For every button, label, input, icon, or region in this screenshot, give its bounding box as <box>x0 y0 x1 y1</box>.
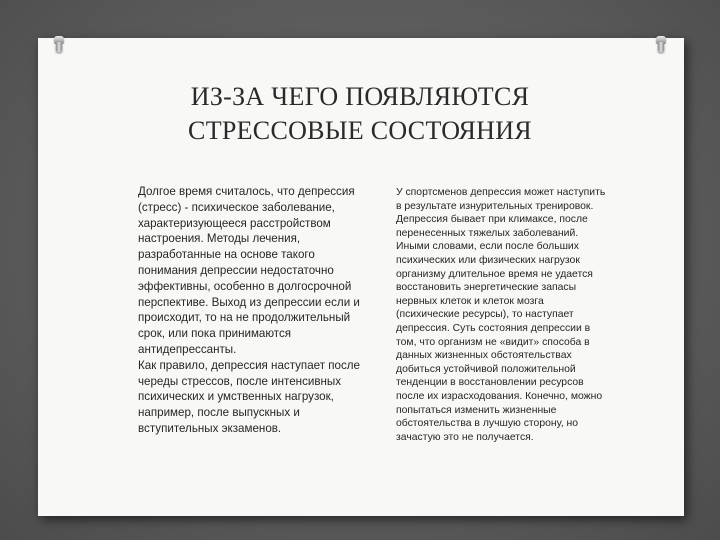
left-text-column <box>138 184 360 437</box>
right-text-column <box>396 186 610 444</box>
right-paragraph: У спортсменов депрессия может наступить в результате изнурительных тренировок. Депрессия бывает при климаксе, после перенесенных тяжелых заболеваний. Иными словами, если после больших психических или физических нагрузок организму длительное время не удается восстановить энергетические запасы нервных клеток и клеток мозга (психические ресурсы), то наступает депрессия. Суть состояния депрессии в том, что организм не «видит» способа в данных жизненных обстоятельствах добиться устойчивой положительной тенденции в восстановлении ресурсов после их израсходования. Конечно, можно попытаться изменить жизненные обстоятельства в лучшую сторону, но зачастую это не получается. <box>396 187 606 443</box>
title-line-1: ИЗ-ЗА ЧЕГО ПОЯВЛЯЮТСЯ <box>190 82 530 111</box>
title-line-2: СТРЕССОВЫЕ СОСТОЯНИЯ <box>188 116 532 145</box>
pushpin-icon <box>52 36 66 54</box>
left-paragraph-2: Как правило, депрессия наступает после череды стрессов, после интенсивных психических и умственных нагрузок, например, после выпускных и вступительных экзаменов. <box>138 358 360 435</box>
pushpin-icon <box>654 36 668 54</box>
slide-title <box>120 80 600 148</box>
left-paragraph-1: Долгое время считалось, что депрессия (стресс) - психическое заболевание, характеризующееся расстройством настроения. Методы лечения, разработанные на основе такого понимания депрессии недостаточно эффективны, особенно в долгосрочной перспективе. Выход из депрессии если и происходит, то на не продолжительный срок, или пока принимаются антидепрессанты. <box>138 185 360 356</box>
